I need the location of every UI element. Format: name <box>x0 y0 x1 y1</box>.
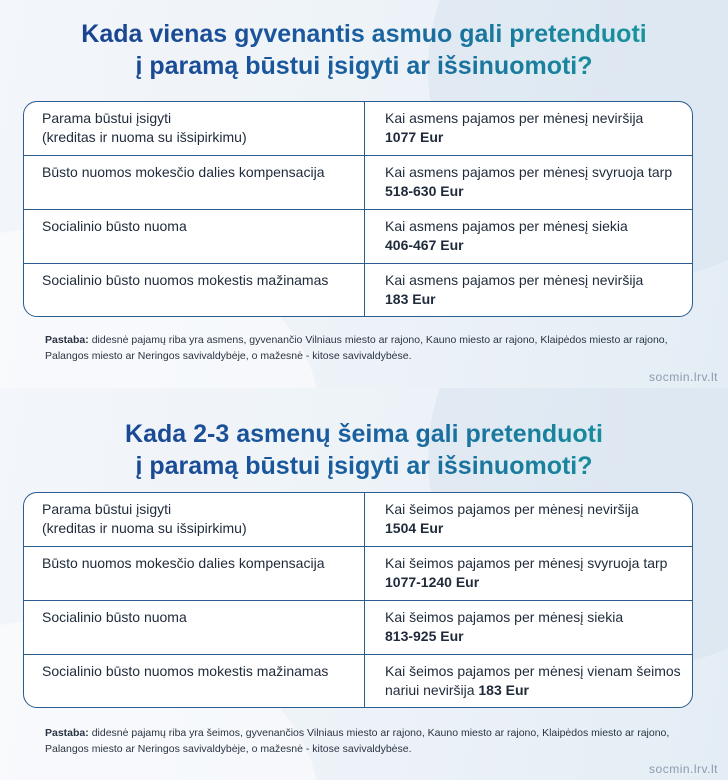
income-amount: 813-925 Eur <box>385 628 464 644</box>
income-condition-cell: Kai šeimos pajamos per mėnesį neviršija 1504 Eur <box>385 501 639 536</box>
footnote: Pastaba: didesnė pajamų riba yra šeimos, gyvenančios Vilniaus miesto ar rajono, Kauno miesto ar rajono, Klaipėdos miesto ar rajono, Palangos miesto ar Neringos savivaldybėje, o mažesnė - kitose savivaldybėse. <box>45 727 670 755</box>
support-type-cell: Parama būstui įsigyti (kreditas ir nuoma su išsipirkimu) <box>24 493 365 546</box>
table-row <box>24 102 692 156</box>
support-type-cell: Socialinio būsto nuoma <box>24 210 365 263</box>
support-type-cell: Socialinio būsto nuomos mokestis mažinamas <box>24 264 365 317</box>
income-condition-cell: Kai šeimos pajamos per mėnesį siekia 813-925 Eur <box>385 609 624 644</box>
income-amount: 406-467 Eur <box>385 237 464 253</box>
income-amount: 1077-1240 Eur <box>385 574 480 590</box>
table-row <box>24 601 692 655</box>
section-single-person <box>0 0 728 388</box>
section-family <box>0 388 728 780</box>
income-condition-cell: Kai šeimos pajamos per mėnesį svyruoja tarp 1077-1240 Eur <box>385 555 668 590</box>
income-amount: 1077 Eur <box>385 129 444 145</box>
income-condition-cell: Kai asmens pajamos per mėnesį svyruoja tarp 518-630 Eur <box>385 164 673 199</box>
source-url: socmin.lrv.lt <box>649 370 718 384</box>
table-row <box>24 655 692 708</box>
eligibility-table <box>23 101 693 317</box>
section-title: Kada vienas gyvenantis asmuo gali pretenduoti į paramą būstui įsigyti ar išsinuomoti? <box>0 18 728 82</box>
section-title: Kada 2-3 asmenų šeima gali pretenduoti į paramą būstui įsigyti ar išsinuomoti? <box>0 418 728 482</box>
source-url: socmin.lrv.lt <box>649 762 718 776</box>
table-row <box>24 210 692 264</box>
table-row <box>24 493 692 547</box>
income-condition-cell: Kai asmens pajamos per mėnesį neviršija 1077 Eur <box>385 110 644 145</box>
table-row <box>24 547 692 601</box>
income-condition-cell: Kai asmens pajamos per mėnesį neviršija 183 Eur <box>385 272 644 307</box>
footnote: Pastaba: didesnė pajamų riba yra asmens, gyvenančio Vilniaus miesto ar rajono, Kauno miesto ar rajono, Klaipėdos miesto ar rajono, Palangos miesto ar Neringos savivaldybėje, o mažesnė - kitose savivaldybėse. <box>45 334 668 362</box>
support-type-cell: Būsto nuomos mokesčio dalies kompensacija <box>24 156 365 209</box>
eligibility-table <box>23 492 693 708</box>
support-type-cell: Socialinio būsto nuomos mokestis mažinamas <box>24 655 365 708</box>
table-row <box>24 264 692 317</box>
table-row <box>24 156 692 210</box>
income-condition-cell: Kai šeimos pajamos per mėnesį vienam šeimos nariui neviršija 183 Eur <box>385 663 681 698</box>
support-type-cell: Parama būstui įsigyti (kreditas ir nuoma su išsipirkimu) <box>24 102 365 155</box>
support-type-cell: Socialinio būsto nuoma <box>24 601 365 654</box>
income-amount: 518-630 Eur <box>385 183 464 199</box>
support-type-cell: Būsto nuomos mokesčio dalies kompensacija <box>24 547 365 600</box>
income-amount: 183 Eur <box>385 291 436 307</box>
footnote-label: Pastaba: <box>45 727 89 739</box>
income-amount: 1504 Eur <box>385 520 444 536</box>
income-amount: 183 Eur <box>478 682 529 698</box>
footnote-label: Pastaba: <box>45 334 89 346</box>
income-condition-cell: Kai asmens pajamos per mėnesį siekia 406-467 Eur <box>385 218 628 253</box>
